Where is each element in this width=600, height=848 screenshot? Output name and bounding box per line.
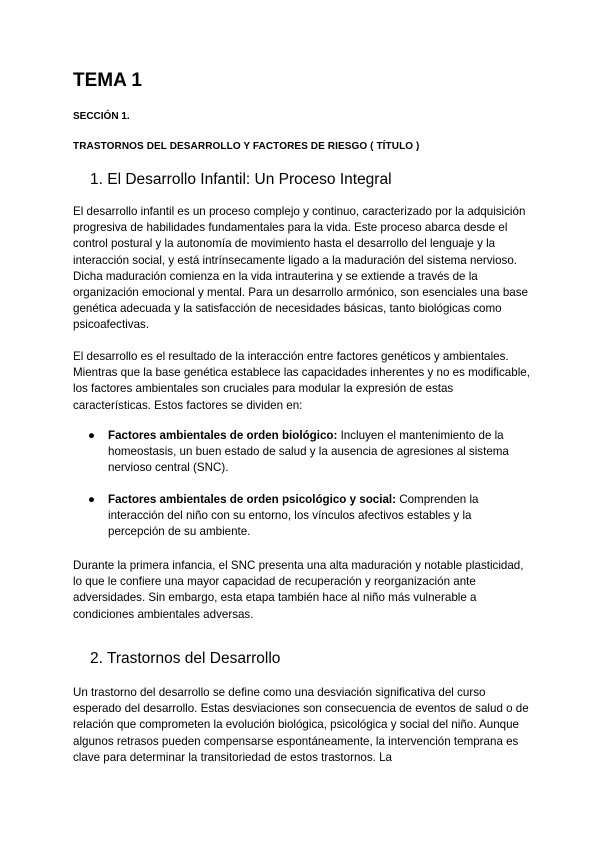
- paragraph-intro: El desarrollo infantil es un proceso complejo y continuo, caracterizado por la adquisición progresiva de habilidades fundamentales para la vida. Este proceso abarca desde el control postural y la autonomía de movimiento hasta el desarrollo del lenguaje y la interacción social, y está intrínsecamente ligado a la maduración del sistema nervioso. Dicha maduración comienza en la vida intrauterina y se extiende a través de la organización emocional y mental. Para un desarrollo armónico, son esenciales una base genética adecuada y la satisfacción de necesidades básicas, tanto biológicas como psicoafectivas.: [73, 205, 528, 332]
- bullet-icon: ●: [88, 493, 96, 506]
- bullet-item-psicologico: [73, 492, 531, 541]
- paragraph-factores: El desarrollo es el resultado de la interacción entre factores genéticos y ambientales. Mientras que la base genética establece las capacidades inherentes y no es modificable, los factores ambientales son cruciales para modular la expresión de estas características. Estos factores se dividen en:: [73, 350, 530, 412]
- bullet-text: [108, 492, 531, 541]
- bullet-text: [108, 428, 531, 477]
- document-subtitle: TRASTORNOS DEL DESARROLLO Y FACTORES DE RIESGO ( TÍTULO ): [73, 141, 420, 152]
- section-label: SECCIÓN 1.: [73, 111, 130, 122]
- bullet-label: Factores ambientales de orden biológico:: [108, 429, 338, 442]
- bullet-body: Incluyen el mantenimiento de la homeostasis, un buen estado de salud y la ausencia de agresiones al sistema nervioso central (SNC).: [108, 429, 509, 475]
- bullet-item-biologico: [73, 428, 531, 477]
- paragraph-primera-infancia: Durante la primera infancia, el SNC presenta una alta maduración y notable plasticidad, lo que le confiere una mayor capacidad de recuperación y reorganización ante adversidades. Sin embargo, esta etapa también hace al niño más vulnerable a condiciones ambientales adversas.: [73, 559, 524, 621]
- bullet-label: Factores ambientales de orden psicológico y social:: [108, 493, 396, 506]
- bullet-body: Comprenden la interacción del niño con su entorno, los vínculos afectivos estables y la percepción de su ambiente.: [108, 493, 479, 539]
- heading-trastornos: 2. Trastornos del Desarrollo: [90, 650, 281, 667]
- paragraph-trastornos: Un trastorno del desarrollo se define como una desviación significativa del curso esperado del desarrollo. Estas desviaciones son consecuencia de eventos de salud o de relación que comprometen la evolución biológica, psicológica y social del niño. Aunque algunos retrasos pueden compensarse espontáneamente, la intervención temprana es clave para determinar la transitoriedad de estos trastornos. La: [73, 686, 529, 764]
- bullet-icon: ●: [88, 429, 96, 442]
- heading-desarrollo-infantil: 1. El Desarrollo Infantil: Un Proceso Integral: [90, 171, 392, 188]
- document-title: TEMA 1: [73, 70, 142, 91]
